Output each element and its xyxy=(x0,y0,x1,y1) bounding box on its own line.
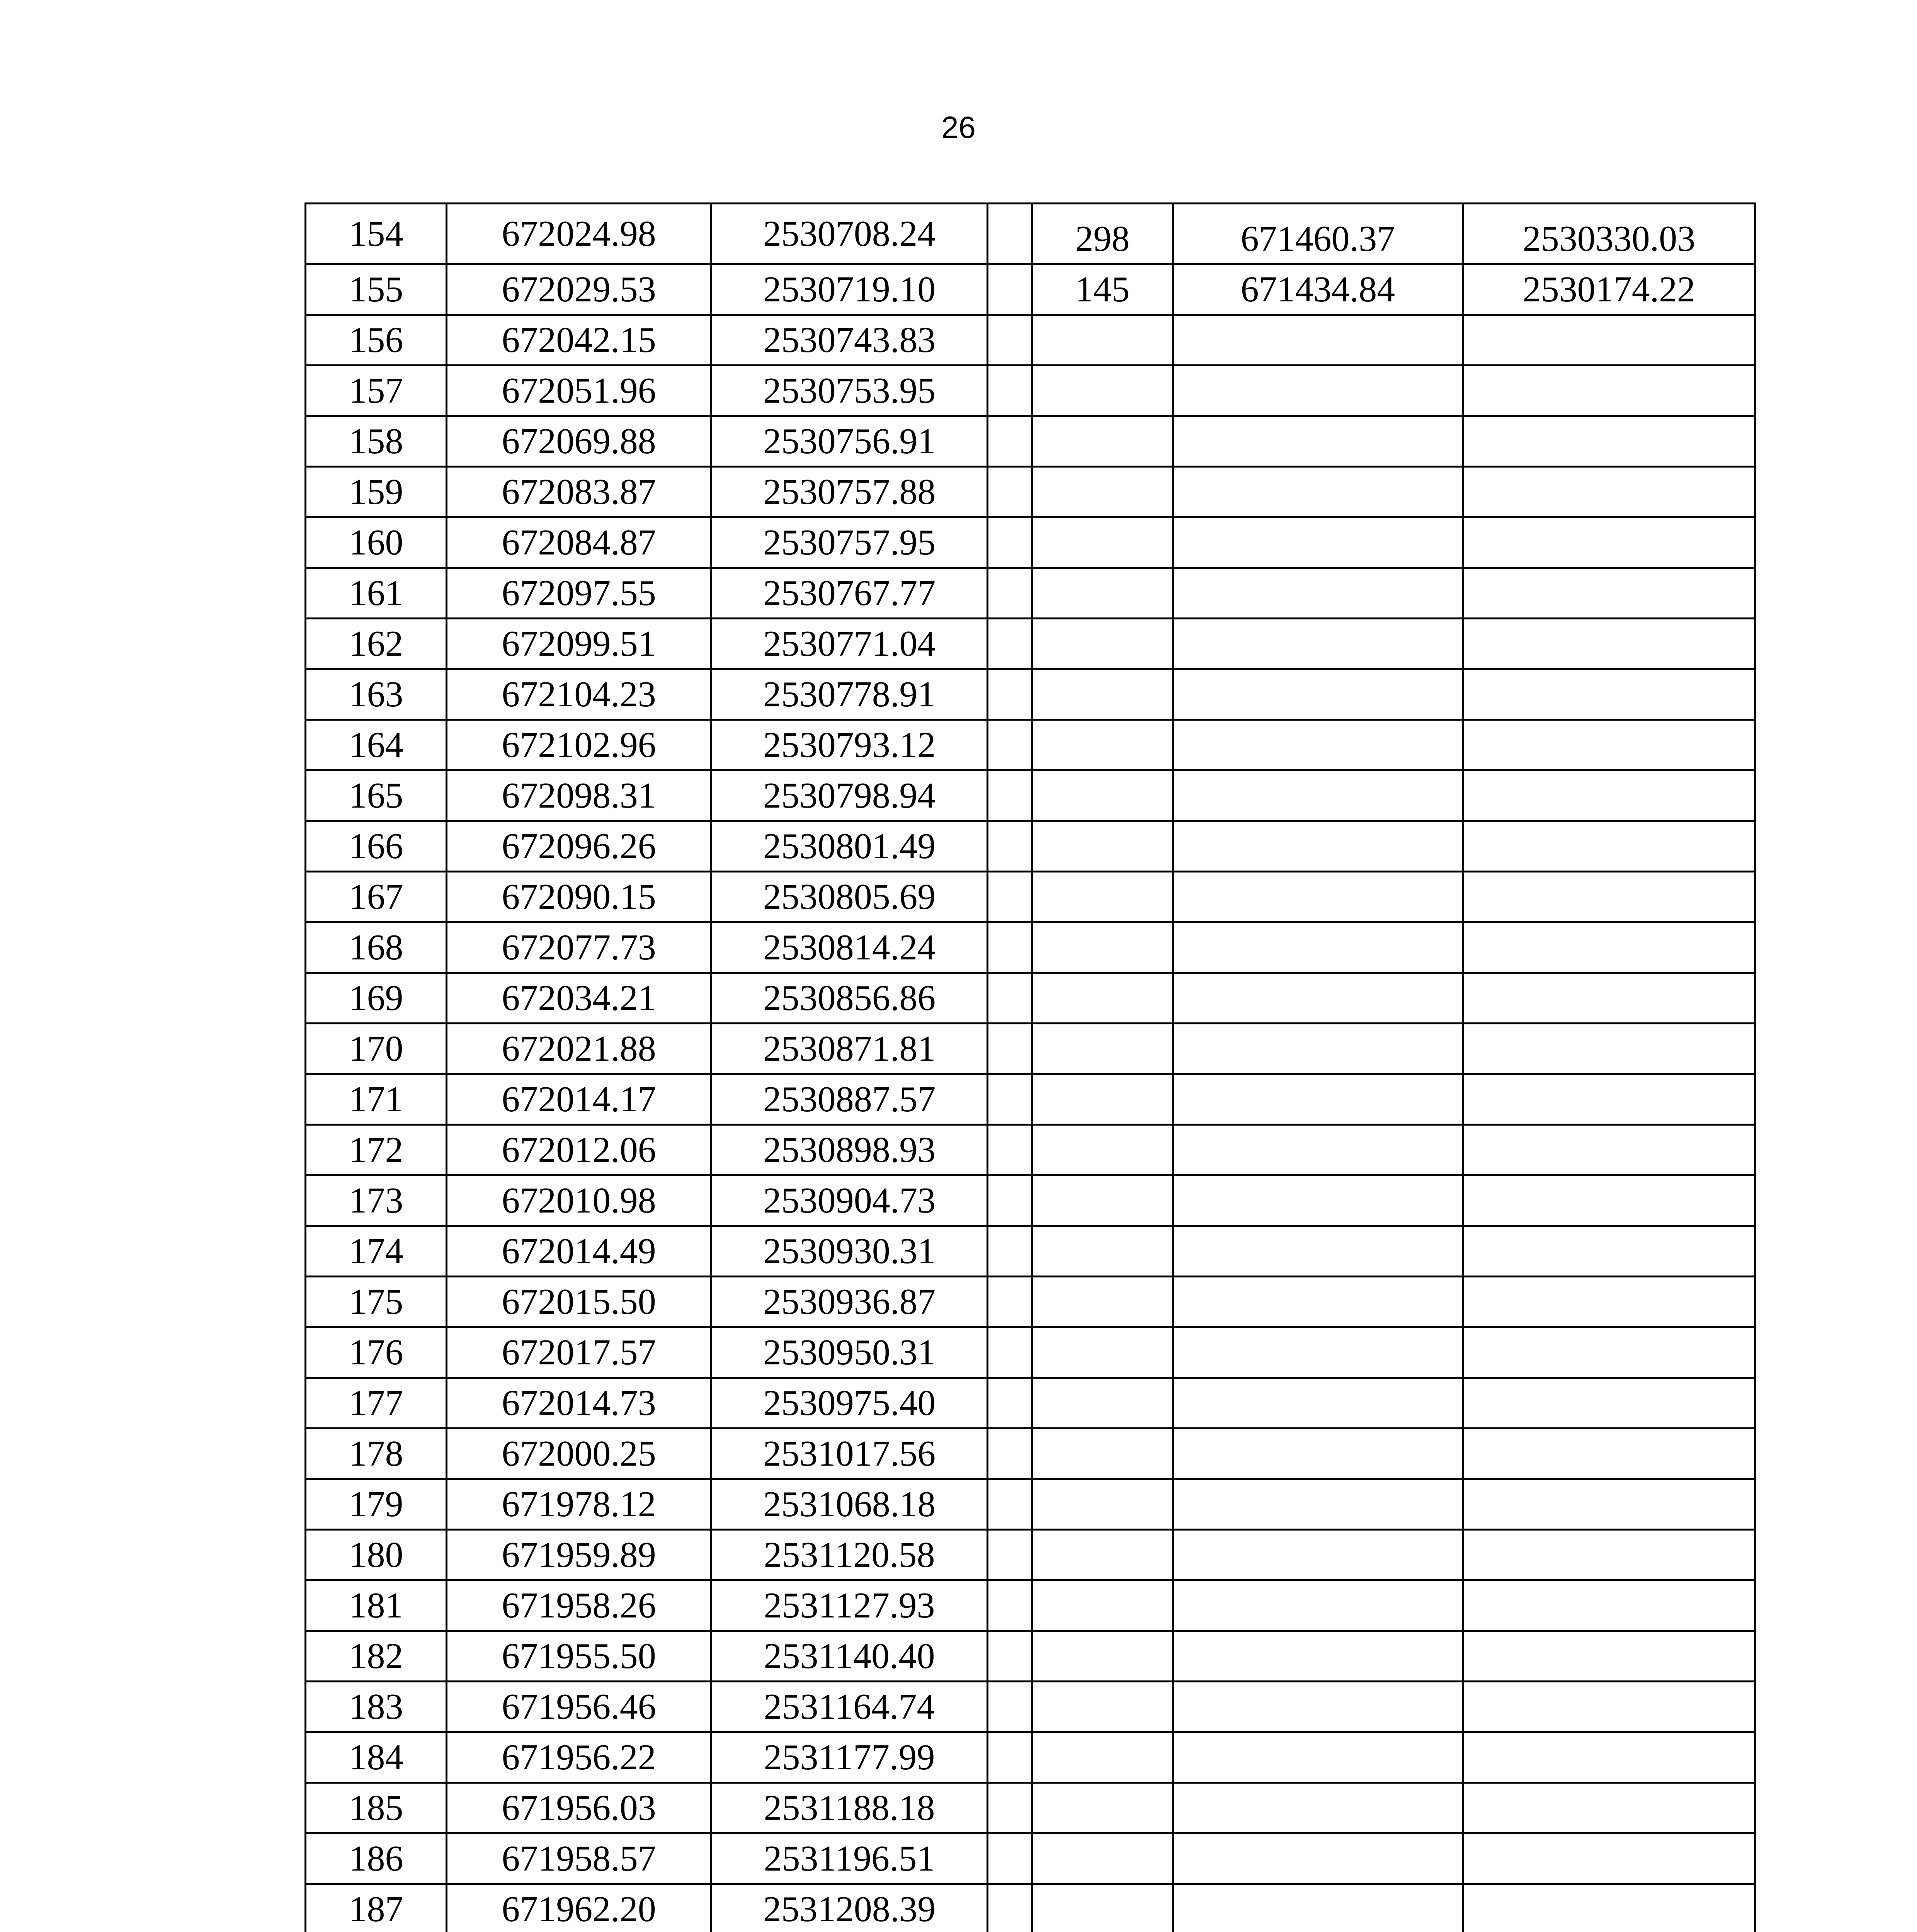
y-coordinate-cell: 2530898.93 xyxy=(711,1125,988,1175)
x-coordinate-cell: 672000.25 xyxy=(447,1429,711,1479)
separator-cell xyxy=(988,1226,1032,1277)
point-id-cell: 171 xyxy=(306,1074,447,1125)
separator-cell xyxy=(988,669,1032,720)
y-coordinate-cell: 2530174.22 xyxy=(1463,264,1755,315)
y-coordinate-cell xyxy=(1463,1024,1755,1074)
separator-cell xyxy=(988,973,1032,1024)
y-coordinate-cell xyxy=(1463,1226,1755,1277)
separator-cell xyxy=(988,1429,1032,1479)
point-id-cell: 167 xyxy=(306,872,447,922)
x-coordinate-cell xyxy=(1173,568,1463,619)
point-id-cell xyxy=(1032,1327,1173,1378)
separator-cell xyxy=(988,1580,1032,1631)
point-id-cell: 162 xyxy=(306,619,447,669)
point-id-cell: 182 xyxy=(306,1631,447,1682)
table-row xyxy=(306,1175,1755,1226)
separator-cell xyxy=(988,720,1032,770)
x-coordinate-cell: 671956.46 xyxy=(447,1682,711,1732)
x-coordinate-cell: 672090.15 xyxy=(447,872,711,922)
point-id-cell: 159 xyxy=(306,467,447,517)
point-id-cell xyxy=(1032,1682,1173,1732)
y-coordinate-cell xyxy=(1463,1125,1755,1175)
separator-cell xyxy=(988,204,1032,264)
table-row xyxy=(306,366,1755,416)
y-coordinate-cell: 2530778.91 xyxy=(711,669,988,720)
y-coordinate-cell xyxy=(1463,770,1755,821)
point-id-cell: 145 xyxy=(1032,264,1173,315)
point-id-cell: 157 xyxy=(306,366,447,416)
y-coordinate-cell: 2530887.57 xyxy=(711,1074,988,1125)
point-id-cell: 166 xyxy=(306,821,447,872)
point-id-cell: 175 xyxy=(306,1277,447,1327)
x-coordinate-cell: 672051.96 xyxy=(447,366,711,416)
y-coordinate-cell xyxy=(1463,1429,1755,1479)
x-coordinate-cell xyxy=(1173,1631,1463,1682)
point-id-cell xyxy=(1032,1732,1173,1783)
point-id-cell xyxy=(1032,1277,1173,1327)
table-row xyxy=(306,467,1755,517)
separator-cell xyxy=(988,1783,1032,1833)
x-coordinate-cell xyxy=(1173,1682,1463,1732)
x-coordinate-cell: 672014.17 xyxy=(447,1074,711,1125)
table-row xyxy=(306,1074,1755,1125)
y-coordinate-cell xyxy=(1463,922,1755,973)
x-coordinate-cell: 672069.88 xyxy=(447,416,711,467)
table-row xyxy=(306,416,1755,467)
point-id-cell xyxy=(1032,315,1173,366)
point-id-cell: 177 xyxy=(306,1378,447,1429)
x-coordinate-cell: 672102.96 xyxy=(447,720,711,770)
y-coordinate-cell xyxy=(1463,1580,1755,1631)
table-row xyxy=(306,1429,1755,1479)
point-id-cell xyxy=(1032,973,1173,1024)
x-coordinate-cell xyxy=(1173,1226,1463,1277)
y-coordinate-cell xyxy=(1463,416,1755,467)
y-coordinate-cell xyxy=(1463,467,1755,517)
point-id-cell xyxy=(1032,1175,1173,1226)
y-coordinate-cell xyxy=(1463,1277,1755,1327)
point-id-cell: 154 xyxy=(306,204,447,264)
table-row xyxy=(306,1732,1755,1783)
x-coordinate-cell: 671955.50 xyxy=(447,1631,711,1682)
point-id-cell xyxy=(1032,1783,1173,1833)
point-id-cell xyxy=(1032,517,1173,568)
x-coordinate-cell xyxy=(1173,1125,1463,1175)
point-id-cell xyxy=(1032,1631,1173,1682)
separator-cell xyxy=(988,1125,1032,1175)
point-id-cell: 180 xyxy=(306,1530,447,1580)
y-coordinate-cell: 2530798.94 xyxy=(711,770,988,821)
y-coordinate-cell: 2531140.40 xyxy=(711,1631,988,1682)
page-number: 26 xyxy=(941,110,976,145)
x-coordinate-cell: 672034.21 xyxy=(447,973,711,1024)
y-coordinate-cell xyxy=(1463,1479,1755,1530)
point-id-cell xyxy=(1032,1024,1173,1074)
table-row xyxy=(306,1833,1755,1884)
table-row xyxy=(306,264,1755,315)
x-coordinate-cell xyxy=(1173,1277,1463,1327)
point-id-cell: 185 xyxy=(306,1783,447,1833)
y-coordinate-cell xyxy=(1463,1175,1755,1226)
coordinate-table xyxy=(304,202,1756,1932)
table-row xyxy=(306,204,1755,264)
x-coordinate-cell: 671978.12 xyxy=(447,1479,711,1530)
x-coordinate-cell: 671460.37 xyxy=(1173,204,1463,264)
y-coordinate-cell: 2531188.18 xyxy=(711,1783,988,1833)
point-id-cell xyxy=(1032,872,1173,922)
y-coordinate-cell xyxy=(1463,669,1755,720)
separator-cell xyxy=(988,1378,1032,1429)
separator-cell xyxy=(988,1479,1032,1530)
x-coordinate-cell: 671959.89 xyxy=(447,1530,711,1580)
point-id-cell: 183 xyxy=(306,1682,447,1732)
y-coordinate-cell xyxy=(1463,872,1755,922)
separator-cell xyxy=(988,1327,1032,1378)
y-coordinate-cell xyxy=(1463,1530,1755,1580)
separator-cell xyxy=(988,1024,1032,1074)
separator-cell xyxy=(988,1732,1032,1783)
x-coordinate-cell: 672017.57 xyxy=(447,1327,711,1378)
table-row xyxy=(306,1631,1755,1682)
separator-cell xyxy=(988,619,1032,669)
y-coordinate-cell: 2530930.31 xyxy=(711,1226,988,1277)
separator-cell xyxy=(988,366,1032,416)
point-id-cell: 179 xyxy=(306,1479,447,1530)
x-coordinate-cell xyxy=(1173,1479,1463,1530)
point-id-cell xyxy=(1032,821,1173,872)
x-coordinate-cell xyxy=(1173,1884,1463,1932)
y-coordinate-cell xyxy=(1463,1378,1755,1429)
point-id-cell: 181 xyxy=(306,1580,447,1631)
separator-cell xyxy=(988,1682,1032,1732)
point-id-cell xyxy=(1032,770,1173,821)
point-id-cell: 164 xyxy=(306,720,447,770)
y-coordinate-cell: 2530753.95 xyxy=(711,366,988,416)
x-coordinate-cell xyxy=(1173,1175,1463,1226)
y-coordinate-cell xyxy=(1463,568,1755,619)
point-id-cell xyxy=(1032,1226,1173,1277)
point-id-cell: 178 xyxy=(306,1429,447,1479)
point-id-cell: 176 xyxy=(306,1327,447,1378)
point-id-cell: 298 xyxy=(1032,204,1173,264)
x-coordinate-cell xyxy=(1173,1530,1463,1580)
x-coordinate-cell: 672104.23 xyxy=(447,669,711,720)
table-row xyxy=(306,669,1755,720)
separator-cell xyxy=(988,1631,1032,1682)
table-row xyxy=(306,922,1755,973)
y-coordinate-cell: 2530975.40 xyxy=(711,1378,988,1429)
y-coordinate-cell xyxy=(1463,1682,1755,1732)
separator-cell xyxy=(988,1277,1032,1327)
point-id-cell xyxy=(1032,922,1173,973)
point-id-cell: 172 xyxy=(306,1125,447,1175)
x-coordinate-cell: 672097.55 xyxy=(447,568,711,619)
point-id-cell xyxy=(1032,366,1173,416)
point-id-cell xyxy=(1032,416,1173,467)
point-id-cell xyxy=(1032,720,1173,770)
y-coordinate-cell xyxy=(1463,821,1755,872)
table-row xyxy=(306,973,1755,1024)
separator-cell xyxy=(988,416,1032,467)
separator-cell xyxy=(988,1175,1032,1226)
y-coordinate-cell: 2531208.39 xyxy=(711,1884,988,1932)
y-coordinate-cell: 2530856.86 xyxy=(711,973,988,1024)
x-coordinate-cell xyxy=(1173,1024,1463,1074)
x-coordinate-cell xyxy=(1173,669,1463,720)
y-coordinate-cell: 2530950.31 xyxy=(711,1327,988,1378)
x-coordinate-cell: 671958.57 xyxy=(447,1833,711,1884)
separator-cell xyxy=(988,1074,1032,1125)
point-id-cell: 156 xyxy=(306,315,447,366)
x-coordinate-cell xyxy=(1173,770,1463,821)
separator-cell xyxy=(988,872,1032,922)
point-id-cell xyxy=(1032,619,1173,669)
y-coordinate-cell xyxy=(1463,973,1755,1024)
table-row xyxy=(306,568,1755,619)
separator-cell xyxy=(988,1530,1032,1580)
point-id-cell: 173 xyxy=(306,1175,447,1226)
table-row xyxy=(306,517,1755,568)
y-coordinate-cell: 2531120.58 xyxy=(711,1530,988,1580)
x-coordinate-cell xyxy=(1173,619,1463,669)
x-coordinate-cell: 672099.51 xyxy=(447,619,711,669)
table-row xyxy=(306,1024,1755,1074)
y-coordinate-cell xyxy=(1463,517,1755,568)
point-id-cell xyxy=(1032,1429,1173,1479)
point-id-cell: 160 xyxy=(306,517,447,568)
y-coordinate-cell: 2530743.83 xyxy=(711,315,988,366)
y-coordinate-cell xyxy=(1463,1833,1755,1884)
x-coordinate-cell xyxy=(1173,973,1463,1024)
y-coordinate-cell xyxy=(1463,1732,1755,1783)
table-row xyxy=(306,1226,1755,1277)
point-id-cell xyxy=(1032,1074,1173,1125)
separator-cell xyxy=(988,517,1032,568)
point-id-cell xyxy=(1032,1530,1173,1580)
table-row xyxy=(306,1327,1755,1378)
y-coordinate-cell: 2530793.12 xyxy=(711,720,988,770)
table-row xyxy=(306,1378,1755,1429)
x-coordinate-cell: 672077.73 xyxy=(447,922,711,973)
y-coordinate-cell: 2530767.77 xyxy=(711,568,988,619)
x-coordinate-cell: 672042.15 xyxy=(447,315,711,366)
table-row xyxy=(306,1277,1755,1327)
y-coordinate-cell: 2530330.03 xyxy=(1463,204,1755,264)
point-id-cell xyxy=(1032,1884,1173,1932)
y-coordinate-cell: 2531068.18 xyxy=(711,1479,988,1530)
y-coordinate-cell: 2530708.24 xyxy=(711,204,988,264)
y-coordinate-cell: 2530756.91 xyxy=(711,416,988,467)
table-row xyxy=(306,1530,1755,1580)
point-id-cell xyxy=(1032,1833,1173,1884)
point-id-cell xyxy=(1032,1125,1173,1175)
x-coordinate-cell xyxy=(1173,1327,1463,1378)
x-coordinate-cell xyxy=(1173,1429,1463,1479)
y-coordinate-cell: 2530771.04 xyxy=(711,619,988,669)
table-row xyxy=(306,619,1755,669)
point-id-cell: 163 xyxy=(306,669,447,720)
x-coordinate-cell: 671956.03 xyxy=(447,1783,711,1833)
table-row xyxy=(306,872,1755,922)
x-coordinate-cell xyxy=(1173,366,1463,416)
x-coordinate-cell: 672015.50 xyxy=(447,1277,711,1327)
table-row xyxy=(306,1783,1755,1833)
table-row xyxy=(306,770,1755,821)
table-row xyxy=(306,720,1755,770)
x-coordinate-cell: 672021.88 xyxy=(447,1024,711,1074)
x-coordinate-cell: 671956.22 xyxy=(447,1732,711,1783)
x-coordinate-cell xyxy=(1173,315,1463,366)
point-id-cell: 187 xyxy=(306,1884,447,1932)
table-row xyxy=(306,821,1755,872)
x-coordinate-cell xyxy=(1173,872,1463,922)
x-coordinate-cell xyxy=(1173,821,1463,872)
y-coordinate-cell xyxy=(1463,619,1755,669)
x-coordinate-cell xyxy=(1173,517,1463,568)
table-row xyxy=(306,1580,1755,1631)
x-coordinate-cell: 672012.06 xyxy=(447,1125,711,1175)
x-coordinate-cell: 671434.84 xyxy=(1173,264,1463,315)
separator-cell xyxy=(988,315,1032,366)
point-id-cell: 184 xyxy=(306,1732,447,1783)
y-coordinate-cell: 2531127.93 xyxy=(711,1580,988,1631)
point-id-cell xyxy=(1032,467,1173,517)
y-coordinate-cell xyxy=(1463,366,1755,416)
separator-cell xyxy=(988,1884,1032,1932)
point-id-cell: 169 xyxy=(306,973,447,1024)
x-coordinate-cell xyxy=(1173,922,1463,973)
point-id-cell: 170 xyxy=(306,1024,447,1074)
x-coordinate-cell: 672083.87 xyxy=(447,467,711,517)
table-row xyxy=(306,1479,1755,1530)
x-coordinate-cell: 672024.98 xyxy=(447,204,711,264)
y-coordinate-cell: 2530814.24 xyxy=(711,922,988,973)
y-coordinate-cell xyxy=(1463,1327,1755,1378)
point-id-cell xyxy=(1032,1580,1173,1631)
y-coordinate-cell: 2530871.81 xyxy=(711,1024,988,1074)
separator-cell xyxy=(988,264,1032,315)
y-coordinate-cell xyxy=(1463,1783,1755,1833)
y-coordinate-cell: 2531177.99 xyxy=(711,1732,988,1783)
point-id-cell xyxy=(1032,1378,1173,1429)
x-coordinate-cell xyxy=(1173,416,1463,467)
point-id-cell: 161 xyxy=(306,568,447,619)
table-row xyxy=(306,1682,1755,1732)
x-coordinate-cell xyxy=(1173,1074,1463,1125)
point-id-cell xyxy=(1032,568,1173,619)
y-coordinate-cell: 2531017.56 xyxy=(711,1429,988,1479)
point-id-cell: 186 xyxy=(306,1833,447,1884)
y-coordinate-cell xyxy=(1463,1884,1755,1932)
point-id-cell: 155 xyxy=(306,264,447,315)
x-coordinate-cell: 672014.73 xyxy=(447,1378,711,1429)
y-coordinate-cell: 2530757.88 xyxy=(711,467,988,517)
separator-cell xyxy=(988,922,1032,973)
x-coordinate-cell xyxy=(1173,1378,1463,1429)
point-id-cell: 158 xyxy=(306,416,447,467)
x-coordinate-cell: 672010.98 xyxy=(447,1175,711,1226)
y-coordinate-cell: 2530757.95 xyxy=(711,517,988,568)
separator-cell xyxy=(988,821,1032,872)
x-coordinate-cell: 672084.87 xyxy=(447,517,711,568)
x-coordinate-cell xyxy=(1173,720,1463,770)
x-coordinate-cell: 671962.20 xyxy=(447,1884,711,1932)
separator-cell xyxy=(988,467,1032,517)
x-coordinate-cell xyxy=(1173,1732,1463,1783)
table-row xyxy=(306,1884,1755,1932)
x-coordinate-cell: 671958.26 xyxy=(447,1580,711,1631)
point-id-cell: 165 xyxy=(306,770,447,821)
x-coordinate-cell xyxy=(1173,467,1463,517)
y-coordinate-cell: 2531196.51 xyxy=(711,1833,988,1884)
point-id-cell: 174 xyxy=(306,1226,447,1277)
y-coordinate-cell: 2531164.74 xyxy=(711,1682,988,1732)
separator-cell xyxy=(988,770,1032,821)
y-coordinate-cell: 2530805.69 xyxy=(711,872,988,922)
separator-cell xyxy=(988,1833,1032,1884)
y-coordinate-cell xyxy=(1463,315,1755,366)
y-coordinate-cell: 2530936.87 xyxy=(711,1277,988,1327)
y-coordinate-cell xyxy=(1463,1074,1755,1125)
y-coordinate-cell: 2530904.73 xyxy=(711,1175,988,1226)
point-id-cell xyxy=(1032,1479,1173,1530)
y-coordinate-cell xyxy=(1463,1631,1755,1682)
x-coordinate-cell xyxy=(1173,1833,1463,1884)
x-coordinate-cell: 672096.26 xyxy=(447,821,711,872)
y-coordinate-cell: 2530719.10 xyxy=(711,264,988,315)
table-row xyxy=(306,1125,1755,1175)
x-coordinate-cell xyxy=(1173,1580,1463,1631)
x-coordinate-cell: 672014.49 xyxy=(447,1226,711,1277)
point-id-cell xyxy=(1032,669,1173,720)
y-coordinate-cell: 2530801.49 xyxy=(711,821,988,872)
separator-cell xyxy=(988,568,1032,619)
x-coordinate-cell: 672098.31 xyxy=(447,770,711,821)
y-coordinate-cell xyxy=(1463,720,1755,770)
point-id-cell: 168 xyxy=(306,922,447,973)
table-row xyxy=(306,315,1755,366)
x-coordinate-cell xyxy=(1173,1783,1463,1833)
x-coordinate-cell: 672029.53 xyxy=(447,264,711,315)
